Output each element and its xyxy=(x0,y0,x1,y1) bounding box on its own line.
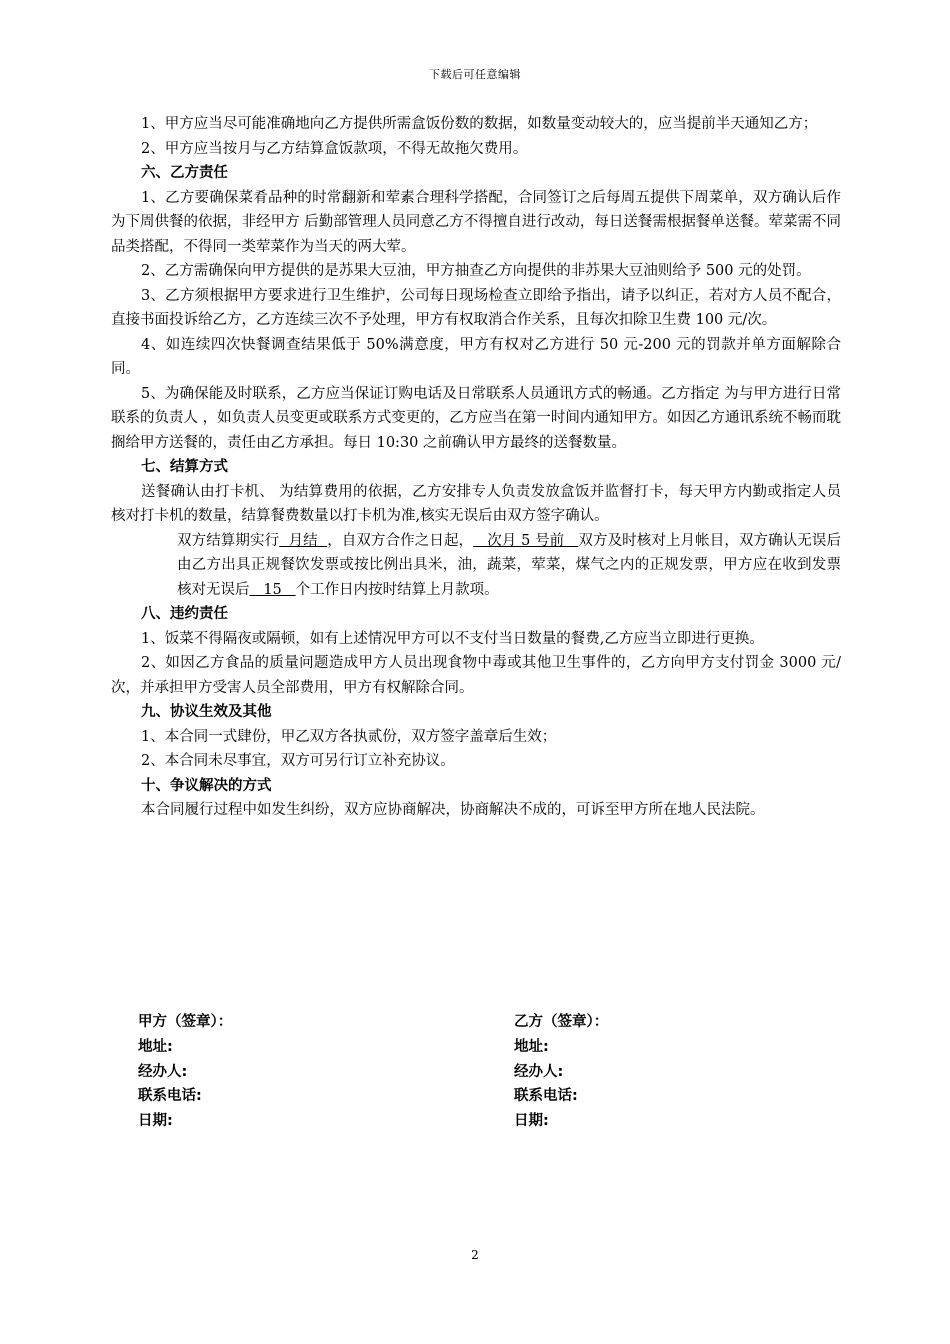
party-a-signature xyxy=(138,1010,232,1134)
party-b-agent: 经办人: xyxy=(514,1063,564,1080)
clause-paragraph: 5、为确保能及时联系，乙方应当保证订购电话及日常联系人员通讯方式的畅通。乙方指定 为与甲方进行日常联系的负责人 ，如负责人员变更或联系方式变更的，乙方应当在第一时间内通知甲方。如因乙方通讯系统不畅而耽搁给甲方送餐的，责任由乙方承担。每日 10:30 之前确认甲方最终的送餐数量。 xyxy=(111,385,841,451)
settlement-text: ，自双方合作之日起， xyxy=(327,532,474,549)
clause-paragraph: 4、如连续四次快餐调查结果低于 50%满意度，甲方有权对乙方进行 50 元-200 元的罚款并单方面解除合同。 xyxy=(111,336,841,377)
section-heading-10: 十、争议解决的方式 xyxy=(141,777,272,794)
section-heading-6: 六、乙方责任 xyxy=(141,165,228,181)
page-header: 下载后可任意编辑 xyxy=(429,68,521,81)
clause-paragraph: 1、饭菜不得隔夜或隔顿，如有上述情况甲方可以不支付当日数量的餐费,乙方应当立即进行更换。 xyxy=(141,630,764,647)
clause-paragraph: 2、如因乙方食品的质量问题造成甲方人员出现食物中毒或其他卫生事件的，乙方向甲方支付罚金 3000 元/次，并承担甲方受害人员全部费用，甲方有权解除合同。 xyxy=(111,655,841,696)
settlement-date-field: 次月 5 号前 xyxy=(473,532,579,549)
clause-paragraph: 送餐确认由打卡机、 为结算费用的依据，乙方安排专人负责发放盒饭并监督打卡，每天甲方内勤或指定人员 核对打卡机的数量，结算餐费数量以打卡机为准,核实无误后由双方签字确认。 xyxy=(111,483,841,524)
clause-paragraph: 1、甲方应当尽可能准确地向乙方提供所需盒饭份数的数据，如数量变动较大的，应当提前半天通知乙方； xyxy=(141,116,818,132)
party-b-date: 日期: xyxy=(514,1113,549,1130)
party-a-address: 地址: xyxy=(138,1038,173,1055)
party-b-address: 地址: xyxy=(514,1038,549,1055)
settlement-paragraph xyxy=(111,529,841,603)
settlement-text: 双方及时核对上月帐目，双方确认无误后由乙方出具正规餐饮发票或按比例出具米，油，蔬菜，荤菜，煤气之内的正规发票，甲方应在收到发票核对无误后 xyxy=(177,532,842,598)
page-number: 2 xyxy=(471,1248,479,1262)
settlement-text: 双方结算期实行 xyxy=(177,532,280,549)
clause-paragraph: 1、本合同一式肆份，甲乙双方各执贰份，双方签字盖章后生效； xyxy=(141,728,557,745)
clause-paragraph: 3、乙方须根据甲方要求进行卫生维护，公司每日现场检查立即给予指出，请予以纠正，若对方人员不配合，直接书面投诉给乙方，乙方连续三次不予处理，甲方有权取消合作关系，且每次扣除卫生费 100 元/次。 xyxy=(111,287,841,328)
party-b-signature xyxy=(514,1010,608,1134)
settlement-text: 个工作日内按时结算上月款项。 xyxy=(295,581,499,598)
contract-body xyxy=(111,112,841,823)
party-a-date: 日期: xyxy=(138,1113,173,1130)
section-heading-8: 八、违约责任 xyxy=(141,606,228,622)
party-a-label: 甲方（签章）： xyxy=(138,1014,233,1030)
party-a-agent: 经办人: xyxy=(138,1063,188,1080)
clause-paragraph: 2、乙方需确保向甲方提供的是苏果大豆油，甲方抽查乙方向提供的非苏果大豆油则给予 500 元的处罚。 xyxy=(141,263,811,279)
section-heading-7: 七、结算方式 xyxy=(141,459,228,475)
section-heading-9: 九、协议生效及其他 xyxy=(141,704,272,720)
settlement-period-field: 月结 xyxy=(279,532,328,549)
settlement-days-field: 15 xyxy=(249,581,296,598)
clause-paragraph: 2、甲方应当按月与乙方结算盒饭款项，不得无故拖欠费用。 xyxy=(141,140,528,157)
party-a-phone: 联系电话: xyxy=(138,1088,202,1105)
party-b-label: 乙方（签章）： xyxy=(514,1014,609,1030)
clause-paragraph: 2、本合同未尽事宜，双方可另行订立补充协议。 xyxy=(141,753,455,769)
party-b-phone: 联系电话: xyxy=(514,1088,578,1105)
clause-paragraph: 本合同履行过程中如发生纠纷，双方应协商解决，协商解决不成的，可诉至甲方所在地人民法院。 xyxy=(141,802,765,818)
clause-paragraph: 1、乙方要确保菜肴品种的时常翻新和荤素合理科学搭配，合同签订之后每周五提供下周菜单，双方确认后作为下周供餐的依据，非经甲方 后勤部管理人员同意乙方不得擅自进行改动，每日送餐需根据餐单送餐。荤菜需不同品类搭配，不得同一类荤菜作为当天的两大荤。 xyxy=(111,189,841,255)
